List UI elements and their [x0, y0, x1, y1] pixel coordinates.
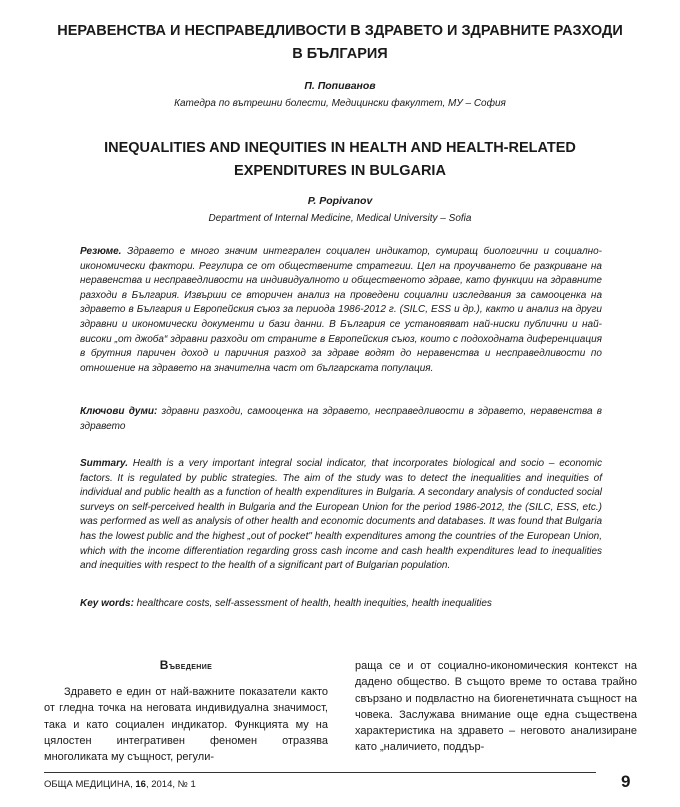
affiliation-bg: Катедра по вътрешни болести, Медицински факултет, МУ – София [174, 98, 506, 109]
abstract-bg [80, 245, 602, 376]
abstract-bg-label: Резюме. [80, 246, 122, 257]
keywords-bg-label: Ключови думи: [80, 406, 158, 417]
author-bg: П. Попиванов [304, 80, 376, 92]
article-title-en-line1: INEQUALITIES AND INEQUITIES IN HEALTH AND HEALTH-RELATED [104, 140, 576, 156]
footer-volume: 16 [135, 779, 146, 790]
body-left-column: Здравето е един от най-важните показатели както от гледна точка на неговата индивидуална значимост, така и като социален индикатор. Функцията му на цялостен интегративен феномен отразява многоликата му същност, регули- [44, 686, 328, 764]
abstract-en-label: Summary. [80, 458, 128, 469]
keywords-bg [80, 405, 602, 434]
footer-journal-name: ОБЩА МЕДИЦИНА, [44, 779, 136, 790]
section-heading-introduction: Въведение [159, 658, 213, 672]
abstract-bg-text: Здравето е много значим интегрален социален индикатор, сумиращ биологични и социално-икономически фактори. Регулира се от обществените стратегии. Цел на проучването бе разкриване на неравенства и несправедливости на индивидуалното и общественото здраве, като функции на здравните разходи в България. Извърши се вторичен анализ на проведени социални изследвания за самооценка на здравето в България и Европейския съюз за периода 1986-2012 г. (SILC, ESS и др.), както и анализ на други здравни и икономически документи и бази данни. В България се установяват най-ниски публични и най-високи „от джоба“ здравни разходи от страните в Европейския съюз, които с подоходната диференциация в брутния паричен доход и паричния разход за здраве водят до неравенства и несправедливости по отношение на здравето на значителна част от българската популация. [80, 246, 602, 374]
article-title-bg-line2: В БЪЛГАРИЯ [292, 46, 388, 62]
footer-rule [44, 772, 596, 773]
article-title-en [30, 137, 650, 183]
keywords-en-label: Key words: [80, 598, 134, 609]
body-right-column: раща се и от социално-икономическия контекст на дадено общество. В същото време то остава трайно свързано и подвластно на биогенетичната същност на човека. Заслужава внимание още една съществена характеристика на здравето – неговото анализиране като „наличието, поддър- [355, 660, 637, 754]
article-title-en-line2: EXPENDITURES IN BULGARIA [234, 163, 446, 179]
abstract-en-text: Health is a very important integral social indicator, that incorporates biological and socio – economic factors. It is regulated by public strategies. The aim of the study was to detect the inequalities and inequities of individual and public health as a function of health expenditures in Bulgaria. A secondary analysis of conducted social surveys on self-perceived health in Bulgaria and the European Union for the period 1986-2012, the (SILC, ESS, etc.) was performed as well as analysis of other health and economic documents and databases. It was found that Bulgaria has the lowest public and the highest „out of pocket" health expenditures among the countries of the European Union, which with the income differentiation regarding gross cash income and cash health expenditures lead to inequalities and inequities with respect to the health of a significant part of Bulgarian population. [80, 458, 602, 572]
article-title-bg-line1: НЕРАВЕНСТВА И НЕСПРАВЕДЛИВОСТИ В ЗДРАВЕТО И ЗДРАВНИТЕ РАЗХОДИ [57, 23, 623, 39]
keywords-bg-text: здравни разходи, самооценка на здравето, несправедливости в здравето, неравенства в здравето [80, 406, 602, 432]
keywords-en-text: healthcare costs, self-assessment of health, health inequities, health inequalities [133, 598, 492, 609]
page-number: 9 [621, 772, 631, 791]
footer-issue: , 2014, № 1 [145, 779, 196, 790]
affiliation-en: Department of Internal Medicine, Medical University – Sofia [208, 213, 472, 224]
abstract-en [80, 457, 602, 574]
keywords-en [80, 597, 602, 612]
article-title-bg [30, 20, 650, 66]
author-en: P. Popivanov [307, 195, 373, 207]
section-heading-text: ъведение [168, 660, 213, 672]
footer-journal [44, 779, 196, 790]
